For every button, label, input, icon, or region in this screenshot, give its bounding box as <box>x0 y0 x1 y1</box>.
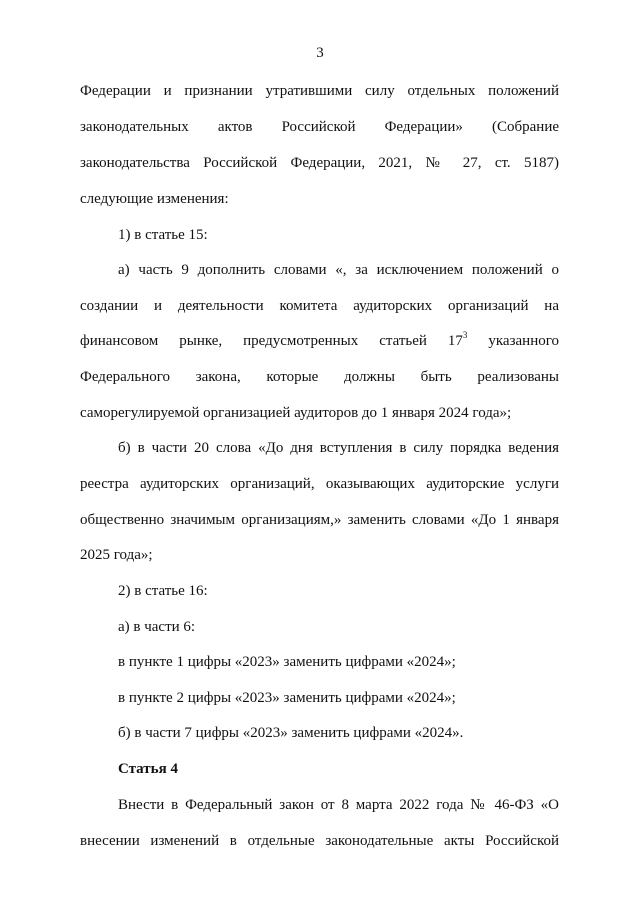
text-line: в пункте 1 цифры «2023» заменить цифрами «2024»; <box>118 654 456 670</box>
superscript: 3 <box>462 330 468 340</box>
text-line: 1) в статье 15: <box>118 227 208 243</box>
text-line: б) в части 7 цифры «2023» заменить цифрами «2024». <box>118 725 464 741</box>
text-line: создании и деятельности комитета аудиторских организаций на <box>80 298 559 314</box>
text-line: в пункте 2 цифры «2023» заменить цифрами «2024»; <box>118 690 456 706</box>
text-line: б) в части 20 слова «До дня вступления в силу порядка ведения <box>118 440 559 456</box>
text-line: а) часть 9 дополнить словами «, за исключением положений о <box>118 262 559 278</box>
text-line-with-superscript <box>80 332 559 350</box>
text-line: Внести в Федеральный закон от 8 марта 2022 года № 46-ФЗ «О <box>118 797 559 813</box>
text-segment: финансовом рынке, предусмотренных статьей 17 <box>80 333 463 349</box>
text-line: саморегулируемой организацией аудиторов до 1 января 2024 года»; <box>80 405 512 421</box>
text-line: а) в части 6: <box>118 619 196 635</box>
text-line: законодательства Российской Федерации, 2021, № 27, ст. 5187) <box>80 155 559 171</box>
text-line: реестра аудиторских организаций, оказывающих аудиторские услуги <box>80 476 559 492</box>
article-heading: Статья 4 <box>118 761 178 777</box>
page-number: 3 <box>316 45 324 61</box>
text-line: общественно значимым организациям,» заменить словами «До 1 января <box>80 512 559 528</box>
text-segment: указанного <box>488 333 560 349</box>
text-line: Федерального закона, которые должны быть реализованы <box>80 369 559 385</box>
text-line: законодательных актов Российской Федерации» (Собрание <box>80 119 559 135</box>
text-line: Федерации и признании утратившими силу отдельных положений <box>80 83 559 99</box>
text-line: 2) в статье 16: <box>118 583 208 599</box>
text-line: следующие изменения: <box>80 191 229 207</box>
text-line: внесении изменений в отдельные законодательные акты Российской <box>80 833 559 849</box>
text-line: 2025 года»; <box>80 547 153 563</box>
